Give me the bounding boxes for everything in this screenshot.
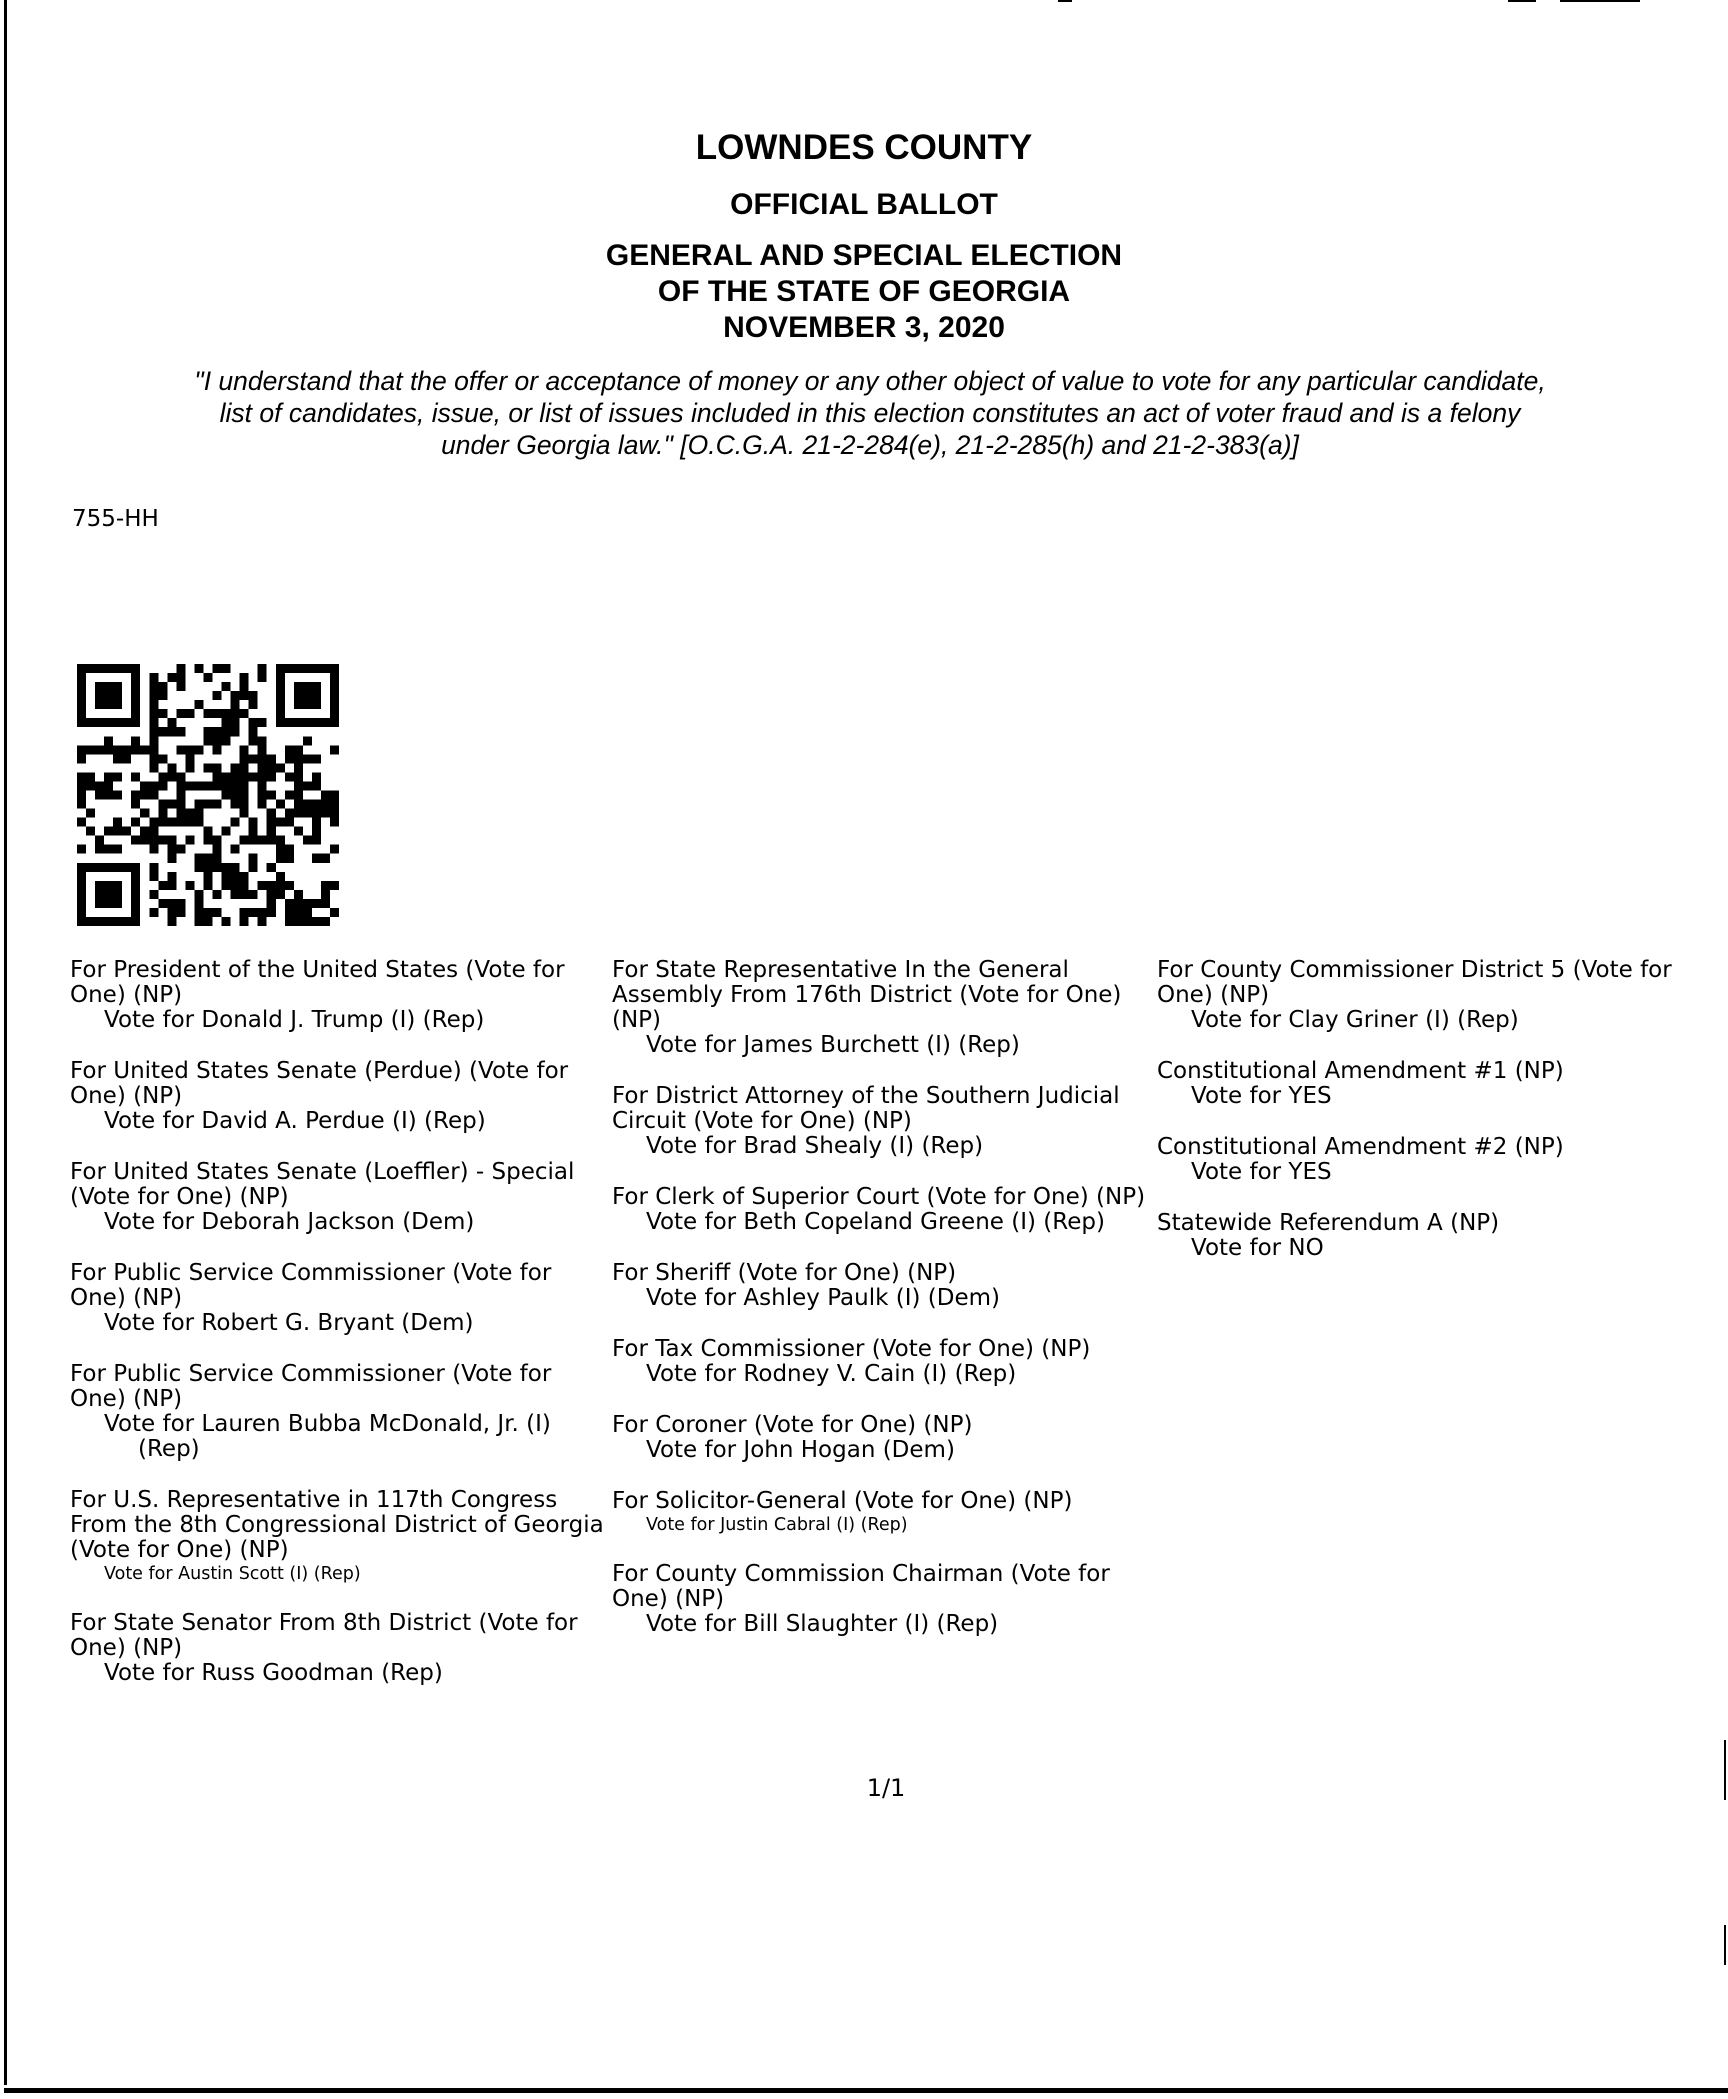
election-date: NOVEMBER 3, 2020 bbox=[723, 311, 1005, 344]
contest-title: For State Representative In the General Assembly From 176th District (Vote for One) (NP) bbox=[612, 957, 1122, 1033]
contest-title: For Clerk of Superior Court (Vote for One) (NP) bbox=[612, 1184, 1146, 1210]
vote-selection: Vote for James Burchett (I) (Rep) bbox=[646, 1032, 1020, 1058]
vote-selection: Vote for NO bbox=[1191, 1235, 1324, 1261]
contest-title: For Tax Commissioner (Vote for One) (NP) bbox=[612, 1336, 1091, 1362]
contest-item bbox=[70, 1059, 610, 1134]
contest-title: For U.S. Representative in 117th Congress From the 8th Congressional District of Georgia (Vote for One) (NP) bbox=[70, 1487, 604, 1563]
vote-selection: Vote for Rodney V. Cain (I) (Rep) bbox=[646, 1361, 1017, 1387]
contest-item bbox=[612, 1562, 1157, 1637]
contest-item bbox=[70, 1611, 610, 1686]
contest-title: For United States Senate (Loeffler) - Special (Vote for One) (NP) bbox=[70, 1159, 575, 1210]
contest-title: For United States Senate (Perdue) (Vote for One) (NP) bbox=[70, 1058, 569, 1109]
contest-title: For State Senator From 8th District (Vote for One) (NP) bbox=[70, 1610, 578, 1661]
vote-selection: Vote for David A. Perdue (I) (Rep) bbox=[104, 1108, 486, 1134]
contest-item bbox=[70, 1261, 610, 1336]
contest-title: For County Commissioner District 5 (Vote for One) (NP) bbox=[1157, 958, 1672, 1008]
election-line-2: OF THE STATE OF GEORGIA bbox=[657, 275, 1071, 308]
oath-line-1: "I understand that the offer or acceptance of money or any other object of value to vote for any particular candidate, bbox=[194, 366, 1546, 396]
scan-mark bbox=[1508, 0, 1536, 2]
election-line-1: GENERAL AND SPECIAL ELECTION bbox=[605, 239, 1123, 272]
contest-item bbox=[612, 1489, 1157, 1536]
contest-item bbox=[1157, 1211, 1683, 1261]
vote-selection: Vote for Donald J. Trump (I) (Rep) bbox=[104, 1007, 485, 1033]
contest-item bbox=[612, 1337, 1157, 1387]
county-title: LOWNDES COUNTY bbox=[695, 128, 1033, 167]
contest-item bbox=[612, 958, 1157, 1058]
vote-selection: Vote for YES bbox=[1191, 1159, 1332, 1185]
vote-selection: Vote for Austin Scott (I) (Rep) bbox=[104, 1564, 361, 1584]
ballot-style-code: 755-HH bbox=[72, 506, 159, 532]
contest-title: For Sheriff (Vote for One) (NP) bbox=[612, 1260, 957, 1286]
vote-selection: Vote for Beth Copeland Greene (I) (Rep) bbox=[646, 1209, 1105, 1235]
contest-item bbox=[612, 1261, 1157, 1311]
contest-item bbox=[612, 1185, 1157, 1235]
contest-item bbox=[1157, 958, 1683, 1033]
contest-title: For Public Service Commissioner (Vote for One) (NP) bbox=[70, 1260, 552, 1311]
vote-selection: Vote for Robert G. Bryant (Dem) bbox=[104, 1310, 474, 1336]
contest-title: Statewide Referendum A (NP) bbox=[1157, 1210, 1500, 1236]
contest-title: For Public Service Commissioner (Vote for One) (NP) bbox=[70, 1361, 552, 1412]
ballot-column-2 bbox=[612, 958, 1157, 1663]
oath-line-3: under Georgia law." [O.C.G.A. 21-2-284(e), 21-2-285(h) and 21-2-383(a)] bbox=[441, 430, 1299, 460]
vote-selection: Vote for Lauren Bubba McDonald, Jr. (I) (Rep) bbox=[104, 1411, 551, 1462]
page-number: 1/1 bbox=[866, 1774, 906, 1802]
voter-oath bbox=[70, 365, 1670, 461]
contest-title: For President of the United States (Vote for One) (NP) bbox=[70, 957, 565, 1008]
election-title bbox=[0, 238, 1728, 346]
contest-item bbox=[70, 1488, 610, 1585]
contest-item bbox=[70, 1362, 610, 1462]
page-border-bottom bbox=[4, 2088, 1728, 2093]
contest-item bbox=[612, 1084, 1157, 1159]
vote-selection: Vote for Ashley Paulk (I) (Dem) bbox=[646, 1285, 1000, 1311]
contest-title: For Coroner (Vote for One) (NP) bbox=[612, 1412, 973, 1438]
contest-title: Constitutional Amendment #2 (NP) bbox=[1157, 1134, 1564, 1160]
vote-selection: Vote for Clay Griner (I) (Rep) bbox=[1191, 1007, 1519, 1033]
contest-item bbox=[612, 1413, 1157, 1463]
scan-mark bbox=[1058, 0, 1072, 2]
vote-selection: Vote for YES bbox=[1191, 1083, 1332, 1109]
vote-selection: Vote for Brad Shealy (I) (Rep) bbox=[646, 1133, 984, 1159]
contest-title: For County Commission Chairman (Vote for One) (NP) bbox=[612, 1561, 1110, 1612]
contest-title: Constitutional Amendment #1 (NP) bbox=[1157, 1058, 1564, 1084]
contest-title: For Solicitor-General (Vote for One) (NP) bbox=[612, 1488, 1073, 1514]
qr-code bbox=[70, 664, 346, 926]
contest-item bbox=[70, 958, 610, 1033]
vote-selection: Vote for Bill Slaughter (I) (Rep) bbox=[646, 1611, 999, 1637]
vote-selection: Vote for John Hogan (Dem) bbox=[646, 1437, 955, 1463]
scan-mark bbox=[1560, 0, 1640, 2]
ballot-title: OFFICIAL BALLOT bbox=[730, 188, 998, 221]
contest-item bbox=[1157, 1135, 1683, 1185]
vote-selection: Vote for Russ Goodman (Rep) bbox=[104, 1660, 443, 1686]
contest-item bbox=[70, 1160, 610, 1235]
ballot-column-3 bbox=[1157, 958, 1683, 1287]
scan-mark bbox=[1724, 1925, 1726, 1965]
contest-title: For District Attorney of the Southern Judicial Circuit (Vote for One) (NP) bbox=[612, 1083, 1120, 1134]
vote-selection: Vote for Justin Cabral (I) (Rep) bbox=[646, 1515, 908, 1535]
oath-line-2: list of candidates, issue, or list of issues included in this election constitutes an act of voter fraud and is a felony bbox=[219, 398, 1521, 428]
vote-selection: Vote for Deborah Jackson (Dem) bbox=[104, 1209, 475, 1235]
ballot-column-1 bbox=[70, 958, 610, 1712]
contest-item bbox=[1157, 1059, 1683, 1109]
